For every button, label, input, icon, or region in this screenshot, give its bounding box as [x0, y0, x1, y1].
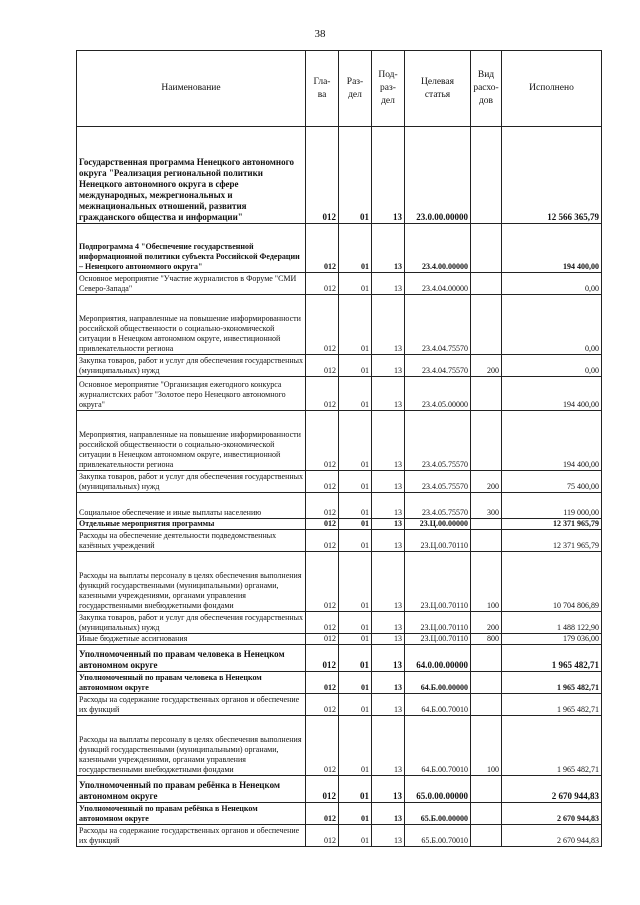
header-target — [405, 51, 471, 127]
cell-chapter: 012 — [306, 493, 339, 519]
cell-target: 23.4.04.75570 — [405, 355, 471, 377]
cell-executed: 194 400,00 — [502, 411, 602, 471]
cell-target: 23.Ц.00.00000 — [405, 519, 471, 530]
cell-section: 01 — [339, 803, 372, 825]
cell-executed: 0,00 — [502, 355, 602, 377]
table-row — [77, 355, 602, 377]
cell-target: 65.Б.00.00000 — [405, 803, 471, 825]
cell-subsection: 13 — [372, 273, 405, 295]
cell-target: 23.4.04.00000 — [405, 273, 471, 295]
cell-target: 64.Б.00.00000 — [405, 672, 471, 694]
header-name — [77, 51, 306, 127]
cell-executed: 119 000,00 — [502, 493, 602, 519]
cell-name: Подпрограмма 4 "Обеспечение государственной информационной политики субъекта Российской Федерации – Ненецкого автономного округа" — [77, 224, 306, 273]
table-row — [77, 634, 602, 645]
cell-section: 01 — [339, 493, 372, 519]
table-row — [77, 552, 602, 612]
cell-executed: 12 371 965,79 — [502, 519, 602, 530]
cell-expense-type: 200 — [471, 612, 502, 634]
cell-name: Уполномоченный по правам ребёнка в Ненецком автономном округе — [77, 803, 306, 825]
cell-target: 23.4.05.75570 — [405, 471, 471, 493]
cell-expense-type — [471, 803, 502, 825]
cell-subsection: 13 — [372, 530, 405, 552]
cell-target: 23.Ц.00.70110 — [405, 552, 471, 612]
cell-executed: 194 400,00 — [502, 377, 602, 411]
cell-executed: 12 371 965,79 — [502, 530, 602, 552]
cell-name: Основное мероприятие "Участие журналистов в Форуме "СМИ Северо-Запада" — [77, 273, 306, 295]
cell-name: Мероприятия, направленные на повышение информированности российской общественности о социально-экономической ситуации в Ненецком автономном округе, инвестиционной привлекательности региона — [77, 411, 306, 471]
table-row — [77, 645, 602, 672]
page-number: 38 — [314, 28, 326, 40]
cell-chapter: 012 — [306, 127, 339, 224]
header-target-label: Целевая статья — [421, 76, 454, 100]
cell-section: 01 — [339, 825, 372, 847]
cell-executed: 1 965 482,71 — [502, 716, 602, 776]
table-body — [77, 127, 602, 847]
cell-name: Уполномоченный по правам человека в Ненецком автономном округе — [77, 645, 306, 672]
cell-chapter: 012 — [306, 530, 339, 552]
cell-subsection: 13 — [372, 411, 405, 471]
header-name-label: Наименование — [161, 83, 221, 93]
cell-chapter: 012 — [306, 612, 339, 634]
cell-target: 23.Ц.00.70110 — [405, 634, 471, 645]
cell-expense-type — [471, 127, 502, 224]
table-row — [77, 493, 602, 519]
cell-expense-type: 800 — [471, 634, 502, 645]
cell-subsection: 13 — [372, 612, 405, 634]
cell-executed: 10 704 806,89 — [502, 552, 602, 612]
cell-subsection: 13 — [372, 471, 405, 493]
cell-executed: 194 400,00 — [502, 224, 602, 273]
cell-expense-type — [471, 672, 502, 694]
cell-subsection: 13 — [372, 377, 405, 411]
cell-subsection: 13 — [372, 634, 405, 645]
cell-chapter: 012 — [306, 825, 339, 847]
cell-section: 01 — [339, 634, 372, 645]
cell-subsection: 13 — [372, 295, 405, 355]
cell-name: Основное мероприятие "Организация ежегодного конкурса журналистских работ "Золотое перо Ненецкого автономного округа" — [77, 377, 306, 411]
cell-section: 01 — [339, 127, 372, 224]
header-expense-type-label: Вид расхо- дов — [473, 70, 499, 106]
header-executed — [502, 51, 602, 127]
cell-name: Государственная программа Ненецкого автономного округа "Реализация региональной политики Ненецкого автономного округа в сфере международных, межрегиональных и межнациональных отношений, развития гражданского общества и информации" — [77, 127, 306, 224]
cell-executed: 0,00 — [502, 273, 602, 295]
cell-expense-type: 100 — [471, 552, 502, 612]
cell-chapter: 012 — [306, 694, 339, 716]
table-header-row — [77, 51, 602, 127]
header-chapter — [306, 51, 339, 127]
cell-name: Уполномоченный по правам ребёнка в Ненецком автономном округе — [77, 776, 306, 803]
cell-section: 01 — [339, 411, 372, 471]
header-chapter-label: Гла- ва — [313, 76, 331, 100]
cell-subsection: 13 — [372, 694, 405, 716]
table-row — [77, 471, 602, 493]
cell-expense-type: 300 — [471, 493, 502, 519]
cell-name: Закупка товаров, работ и услуг для обеспечения государственных (муниципальных) нужд — [77, 612, 306, 634]
table-row — [77, 519, 602, 530]
cell-expense-type — [471, 519, 502, 530]
table-row — [77, 776, 602, 803]
cell-target: 23.Ц.00.70110 — [405, 612, 471, 634]
cell-name: Мероприятия, направленные на повышение информированности российской общественности о социально-экономической ситуации в Ненецком автономном округе, инвестиционной привлекательности региона — [77, 295, 306, 355]
cell-expense-type — [471, 377, 502, 411]
cell-subsection: 13 — [372, 552, 405, 612]
cell-section: 01 — [339, 295, 372, 355]
cell-target: 23.4.00.00000 — [405, 224, 471, 273]
table-row — [77, 273, 602, 295]
header-section-label: Раз- дел — [346, 76, 364, 100]
header-section — [339, 51, 372, 127]
table-row — [77, 672, 602, 694]
cell-executed: 2 670 944,83 — [502, 776, 602, 803]
cell-executed: 2 670 944,83 — [502, 825, 602, 847]
cell-subsection: 13 — [372, 716, 405, 776]
cell-subsection: 13 — [372, 825, 405, 847]
cell-target: 23.4.04.75570 — [405, 295, 471, 355]
cell-section: 01 — [339, 355, 372, 377]
cell-section: 01 — [339, 672, 372, 694]
cell-expense-type — [471, 411, 502, 471]
header-expense-type — [471, 51, 502, 127]
cell-executed: 0,00 — [502, 295, 602, 355]
cell-name: Отдельные мероприятия программы — [77, 519, 306, 530]
cell-name: Расходы на содержание государственных органов и обеспечение их функций — [77, 694, 306, 716]
cell-chapter: 012 — [306, 645, 339, 672]
cell-target: 23.4.05.00000 — [405, 377, 471, 411]
table-row — [77, 411, 602, 471]
table-row — [77, 825, 602, 847]
cell-expense-type — [471, 825, 502, 847]
cell-target: 23.0.00.00000 — [405, 127, 471, 224]
cell-expense-type — [471, 273, 502, 295]
cell-subsection: 13 — [372, 672, 405, 694]
cell-chapter: 012 — [306, 273, 339, 295]
cell-chapter: 012 — [306, 295, 339, 355]
cell-chapter: 012 — [306, 411, 339, 471]
table-row — [77, 694, 602, 716]
table-row — [77, 295, 602, 355]
cell-section: 01 — [339, 776, 372, 803]
cell-expense-type — [471, 224, 502, 273]
cell-executed: 1 965 482,71 — [502, 672, 602, 694]
cell-chapter: 012 — [306, 776, 339, 803]
header-subsection-label: Под- раз- дел — [378, 70, 398, 106]
cell-section: 01 — [339, 519, 372, 530]
cell-section: 01 — [339, 645, 372, 672]
cell-target: 64.0.00.00000 — [405, 645, 471, 672]
header-executed-label: Исполнено — [529, 83, 574, 93]
cell-chapter: 012 — [306, 471, 339, 493]
cell-chapter: 012 — [306, 224, 339, 273]
cell-target: 65.0.00.00000 — [405, 776, 471, 803]
cell-chapter: 012 — [306, 519, 339, 530]
table-row — [77, 224, 602, 273]
cell-name: Иные бюджетные ассигнования — [77, 634, 306, 645]
cell-executed: 1 965 482,71 — [502, 645, 602, 672]
cell-subsection: 13 — [372, 224, 405, 273]
cell-expense-type — [471, 295, 502, 355]
table-row — [77, 716, 602, 776]
cell-target: 64.Б.00.70010 — [405, 694, 471, 716]
cell-subsection: 13 — [372, 355, 405, 377]
cell-chapter: 012 — [306, 716, 339, 776]
cell-expense-type — [471, 645, 502, 672]
cell-executed: 2 670 944,83 — [502, 803, 602, 825]
cell-chapter: 012 — [306, 355, 339, 377]
table-row — [77, 377, 602, 411]
cell-executed: 1 965 482,71 — [502, 694, 602, 716]
cell-expense-type: 200 — [471, 471, 502, 493]
table-row — [77, 127, 602, 224]
cell-section: 01 — [339, 224, 372, 273]
cell-target: 23.4.05.75570 — [405, 411, 471, 471]
cell-subsection: 13 — [372, 519, 405, 530]
cell-section: 01 — [339, 273, 372, 295]
table-row — [77, 803, 602, 825]
cell-section: 01 — [339, 377, 372, 411]
cell-section: 01 — [339, 471, 372, 493]
cell-expense-type: 100 — [471, 716, 502, 776]
cell-expense-type — [471, 776, 502, 803]
cell-expense-type — [471, 530, 502, 552]
cell-name: Расходы на выплаты персоналу в целях обеспечения выполнения функций государственными (муниципальными) органами, казенными учреждениями, органами управления государственными внебюджетными фондами — [77, 552, 306, 612]
cell-name: Расходы на обеспечение деятельности подведомственных казённых учреждений — [77, 530, 306, 552]
cell-subsection: 13 — [372, 776, 405, 803]
cell-expense-type: 200 — [471, 355, 502, 377]
cell-name: Уполномоченный по правам человека в Ненецком автономном округе — [77, 672, 306, 694]
cell-section: 01 — [339, 530, 372, 552]
cell-subsection: 13 — [372, 803, 405, 825]
cell-name: Расходы на выплаты персоналу в целях обеспечения выполнения функций государственными (муниципальными) органами, казенными учреждениями, органами управления государственными внебюджетными фондами — [77, 716, 306, 776]
cell-chapter: 012 — [306, 634, 339, 645]
cell-executed: 75 400,00 — [502, 471, 602, 493]
cell-chapter: 012 — [306, 552, 339, 612]
cell-expense-type — [471, 694, 502, 716]
cell-section: 01 — [339, 612, 372, 634]
budget-table — [76, 50, 602, 847]
cell-executed: 1 488 122,90 — [502, 612, 602, 634]
cell-target: 64.Б.00.70010 — [405, 716, 471, 776]
table-row — [77, 612, 602, 634]
cell-target: 23.4.05.75570 — [405, 493, 471, 519]
cell-target: 23.Ц.00.70110 — [405, 530, 471, 552]
cell-target: 65.Б.00.70010 — [405, 825, 471, 847]
cell-executed: 12 566 365,79 — [502, 127, 602, 224]
cell-name: Расходы на содержание государственных органов и обеспечение их функций — [77, 825, 306, 847]
header-subsection — [372, 51, 405, 127]
cell-section: 01 — [339, 694, 372, 716]
cell-section: 01 — [339, 716, 372, 776]
cell-name: Закупка товаров, работ и услуг для обеспечения государственных (муниципальных) нужд — [77, 355, 306, 377]
cell-executed: 179 036,00 — [502, 634, 602, 645]
cell-chapter: 012 — [306, 672, 339, 694]
cell-section: 01 — [339, 552, 372, 612]
cell-subsection: 13 — [372, 645, 405, 672]
cell-name: Закупка товаров, работ и услуг для обеспечения государственных (муниципальных) нужд — [77, 471, 306, 493]
cell-name: Социальное обеспечение и иные выплаты населению — [77, 493, 306, 519]
cell-chapter: 012 — [306, 803, 339, 825]
cell-subsection: 13 — [372, 493, 405, 519]
cell-subsection: 13 — [372, 127, 405, 224]
cell-chapter: 012 — [306, 377, 339, 411]
table-row — [77, 530, 602, 552]
